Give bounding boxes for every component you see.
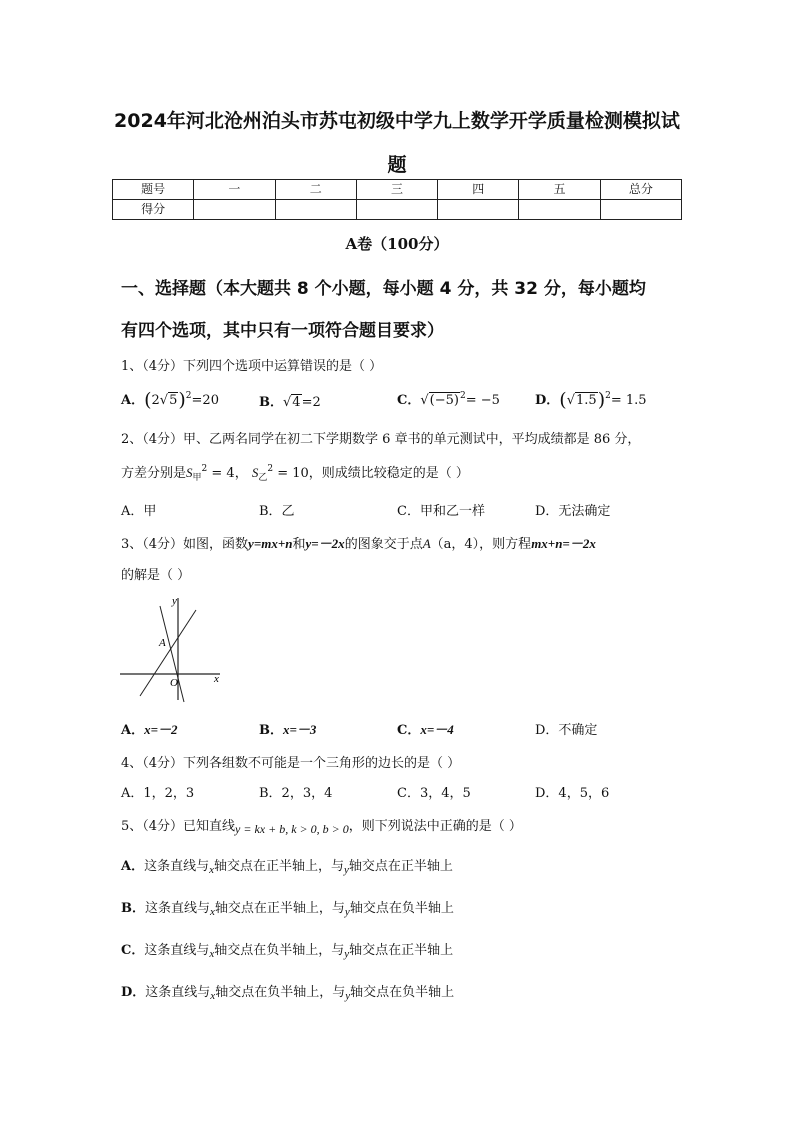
- score-input-cell[interactable]: [438, 200, 519, 220]
- option-text: 轴交点在正半轴上，与: [214, 859, 345, 874]
- axis-var: y: [344, 906, 350, 918]
- text: 3、（4分）如图，函数: [121, 537, 249, 552]
- formula: y=mx+n: [248, 536, 293, 551]
- q2-option-d[interactable]: D．无法确定: [535, 504, 611, 519]
- option-letter: B．: [259, 723, 283, 738]
- score-input-cell[interactable]: [519, 200, 600, 220]
- option-text: 轴交点在正半轴上: [348, 859, 453, 874]
- axis-var: x: [209, 864, 214, 876]
- q4-option-b[interactable]: B．2，3，4: [259, 786, 333, 801]
- variance-sub: 乙: [258, 473, 268, 483]
- expr: = −5: [465, 393, 500, 408]
- text: 的图象交于点: [344, 537, 423, 552]
- option-text: 这条直线与: [144, 859, 210, 874]
- axis-var: x: [210, 906, 215, 918]
- variance-value: = 4: [207, 466, 235, 481]
- fig-origin-label: O: [170, 677, 178, 689]
- option-text: 轴交点在负半轴上，与: [214, 943, 345, 958]
- section-heading-cont: 有四个选项，其中只有一项符合题目要求）: [121, 321, 444, 341]
- point-label: A: [422, 536, 431, 551]
- q3-option-d[interactable]: D．不确定: [535, 723, 598, 738]
- expr: =2: [301, 395, 321, 410]
- option-letter: C．: [121, 943, 145, 958]
- q4-option-a[interactable]: A．1，2，3: [121, 786, 195, 801]
- q5-option-d[interactable]: [121, 981, 454, 1002]
- q2-option-c[interactable]: C．甲和乙一样: [397, 504, 485, 519]
- table-cell: 总分: [600, 180, 681, 200]
- page-title-cont: 题: [387, 154, 407, 176]
- q1-option-b[interactable]: B．√4=2: [259, 395, 321, 410]
- q3-option-a[interactable]: [121, 719, 178, 738]
- option-text: 这条直线与: [144, 943, 210, 958]
- text: 和: [292, 537, 306, 552]
- q5-option-a[interactable]: [121, 855, 453, 876]
- volume-heading: A卷（100分）: [345, 235, 449, 253]
- table-cell: 得分: [113, 200, 194, 220]
- option-letter: C．: [397, 393, 421, 408]
- table-row: [113, 200, 682, 220]
- expr: 1.5: [576, 393, 597, 408]
- score-input-cell[interactable]: [600, 200, 681, 220]
- axis-var: x: [210, 990, 216, 1002]
- option-text: 这条直线与: [145, 985, 211, 1000]
- table-cell: 三: [356, 180, 437, 200]
- option-letter: D．: [121, 985, 146, 1000]
- formula: y=－2x: [305, 536, 345, 551]
- option-text: 轴交点在负半轴上，与: [215, 985, 346, 1000]
- expr: (−5): [429, 393, 459, 408]
- question-1-stem: 1、（4分）下列四个选项中运算错误的是（ ）: [121, 359, 383, 374]
- option-letter: A．: [121, 859, 145, 874]
- option-text: 轴交点在负半轴上: [349, 901, 454, 916]
- question-4-stem: 4、（4分）下列各组数不可能是一个三角形的边长的是（ ）: [121, 756, 461, 771]
- q1-option-c[interactable]: C．$√(-5)^2= -5$: [397, 391, 500, 408]
- question-2-stem-cont: 方差分别是$S_甲^2 = 4$， $S_乙^2 = 10$，则成绩比较稳定的是（ ）: [121, 464, 469, 483]
- table-cell: 二: [275, 180, 356, 200]
- variance-sup: 2: [201, 464, 208, 474]
- option-letter: A．: [121, 393, 145, 408]
- q4-option-d[interactable]: D．4，5，6: [535, 786, 610, 801]
- option-text: 轴交点在正半轴上: [349, 943, 454, 958]
- expr: = 1.5: [610, 393, 647, 408]
- expr: 2: [605, 391, 611, 401]
- expr: 2: [459, 391, 466, 401]
- table-cell: 四: [438, 180, 519, 200]
- text: 方差分别是: [121, 466, 187, 481]
- question-3-stem-cont: 的解是（ ）: [121, 568, 191, 583]
- text: （a，4），则方程: [430, 537, 532, 552]
- question-2-stem: 2、（4分）甲、乙两名同学在初二下学期数学 6 章书的单元测试中，平均成绩都是 86 分，: [121, 432, 641, 447]
- function-graph: [118, 592, 230, 704]
- q1-option-d[interactable]: D．$(√1.5)^2= 1.5$: [535, 389, 647, 411]
- fig-point-a-label: A: [159, 637, 166, 649]
- expr: =20: [191, 393, 219, 408]
- text: ，则成绩比较稳定的是（ ）: [308, 466, 469, 481]
- option-letter: C．: [397, 723, 421, 738]
- question-3-stem: [121, 533, 596, 552]
- q2-option-b[interactable]: B．乙: [259, 504, 295, 519]
- variance-symbol: S: [186, 465, 193, 480]
- option-value: x=－2: [144, 722, 178, 737]
- option-letter: B．: [121, 901, 145, 916]
- expr: 5: [169, 393, 178, 408]
- table-cell: 一: [194, 180, 275, 200]
- option-value: x=－3: [283, 722, 317, 737]
- table-row: [113, 180, 682, 200]
- question-5-stem: [121, 815, 522, 837]
- score-input-cell[interactable]: [275, 200, 356, 220]
- variance-sub: 甲: [192, 473, 202, 483]
- variance-sup: 2: [267, 464, 274, 474]
- fig-y-label: y: [172, 595, 177, 607]
- option-text: 轴交点在正半轴上，与: [214, 901, 345, 916]
- formula: y = kx + b, k > 0, b > 0: [235, 822, 349, 836]
- section-heading: 一、选择题（本大题共 8 个小题，每小题 4 分，共 32 分，每小题均: [121, 279, 646, 299]
- option-value: x=－4: [420, 722, 454, 737]
- q3-option-b[interactable]: [259, 719, 316, 738]
- table-cell: 题号: [113, 180, 194, 200]
- q5-option-c[interactable]: [121, 939, 453, 960]
- q4-option-c[interactable]: C．3，4，5: [397, 786, 471, 801]
- score-table: [112, 179, 682, 220]
- q2-option-a[interactable]: A．甲: [121, 504, 157, 519]
- fig-x-label: x: [214, 673, 219, 685]
- q1-option-a[interactable]: A．$(2√5)^2=20$: [121, 389, 219, 411]
- expr: 2: [151, 393, 160, 408]
- formula: mx+n=－2x: [531, 536, 596, 551]
- axis-var: x: [209, 948, 215, 960]
- score-input-cell[interactable]: [194, 200, 275, 220]
- text: ，则下列说法中正确的是（ ）: [348, 819, 522, 834]
- axis-var: y: [344, 864, 349, 876]
- option-letter: D．: [535, 393, 560, 408]
- q3-option-c[interactable]: [397, 719, 454, 738]
- axis-var: y: [345, 990, 351, 1002]
- page-title: 2024年河北沧州泊头市苏屯初级中学九上数学开学质量检测模拟试: [114, 110, 680, 132]
- table-cell: 五: [519, 180, 600, 200]
- score-input-cell[interactable]: [356, 200, 437, 220]
- line-mx-plus-n: [140, 610, 196, 696]
- expr: 2: [185, 391, 192, 401]
- text: 5、（4分）已知直线: [121, 819, 236, 834]
- expr: 4: [292, 395, 301, 410]
- option-letter: B．: [259, 395, 283, 410]
- variance-symbol: S: [251, 465, 259, 480]
- option-letter: A．: [121, 723, 145, 738]
- option-text: 这条直线与: [145, 901, 211, 916]
- axis-var: y: [344, 948, 350, 960]
- q5-option-b[interactable]: [121, 897, 454, 918]
- option-text: 轴交点在负半轴上: [350, 985, 455, 1000]
- variance-value: = 10: [273, 466, 309, 481]
